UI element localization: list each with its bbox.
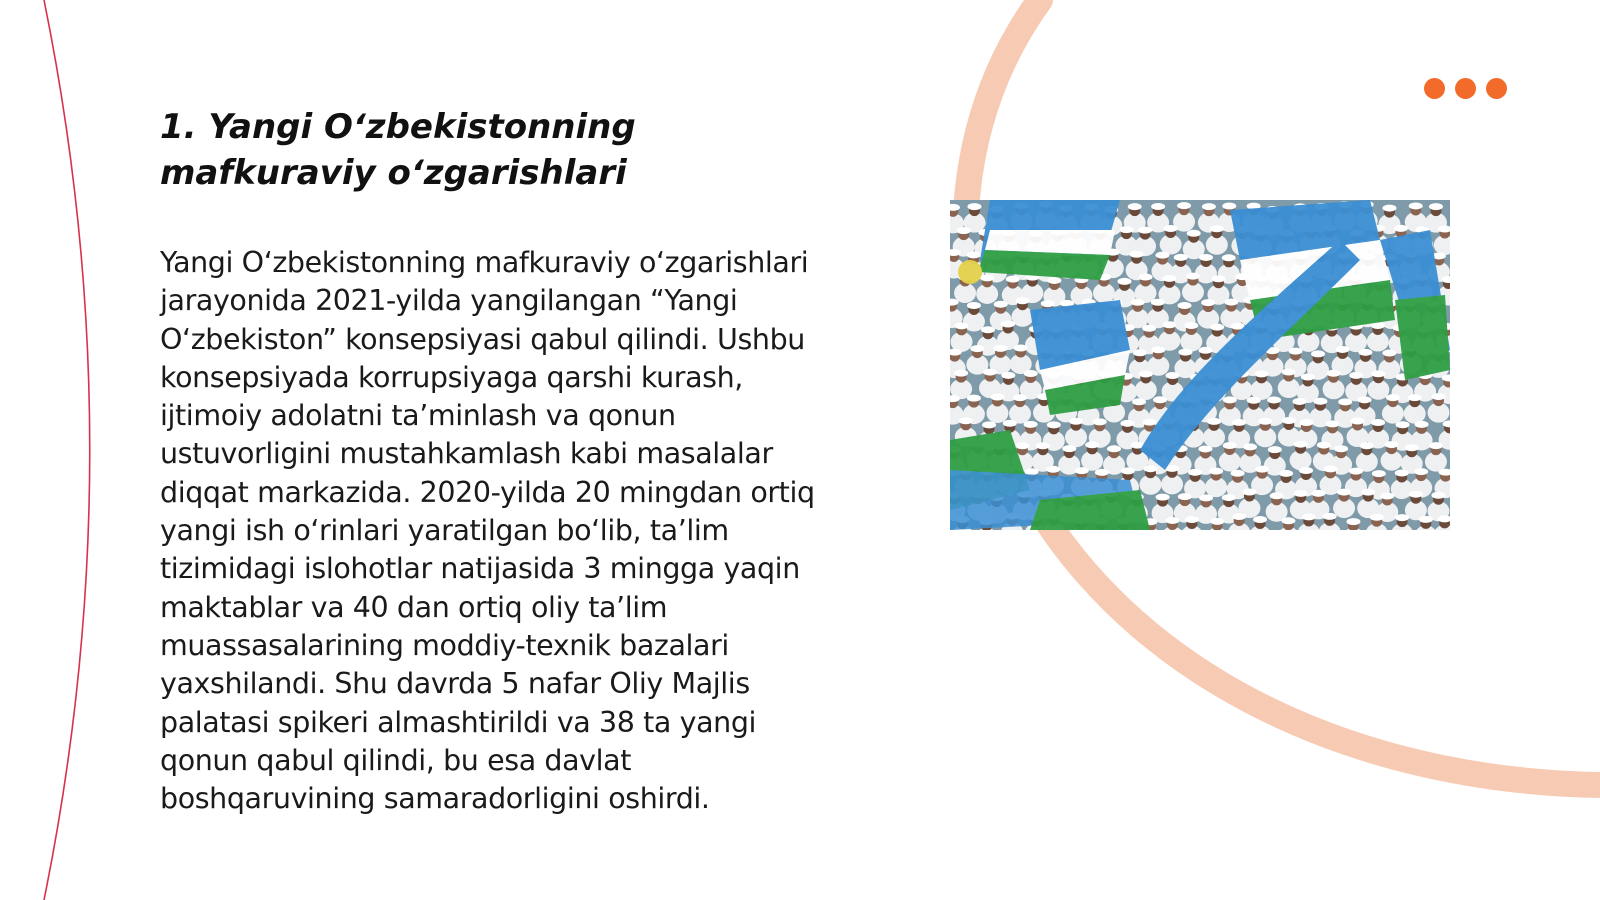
slide-body-text: Yangi O‘zbekistonning mafkuraviy o‘zgarishlari jarayonida 2021-yilda yangilangan “Yangi O‘zbekiston” konsepsiyasi qabul qilindi. Ushbu konsepsiyada korrupsiyaga qarshi kurash, ijtimoiy adolatni ta’minlash va qonun ustuvorligini mustahkamlash kabi masalalar diqqat markazida. 2020-yilda 20 mingdan ortiq yangi ish o‘rinlari yaratilgan bo‘lib, ta’lim tizimidagi islohotlar natijasida 3 mingga yaqin maktablar va 40 dan ortiq oliy ta’lim muassasalarining moddiy-texnik bazalari yaxshilandi. Shu davrda 5 nafar Oliy Majlis palatasi spikeri almashtirildi va 38 ta yangi qonun qabul qilindi, bu esa davlat boshqaruvining samaradorligini oshirdi. [160,246,815,816]
dot [1455,78,1476,99]
three-dots-icon [1424,78,1514,102]
crowd-photo-illustration [950,200,1450,530]
crowd-with-flags-photo [950,200,1450,530]
dot [1424,78,1445,99]
dot [1486,78,1507,99]
decorative-left-curve [44,0,90,900]
slide-title: 1. Yangi O‘zbekistonning mafkuraviy o‘zgarishlari [160,107,636,193]
